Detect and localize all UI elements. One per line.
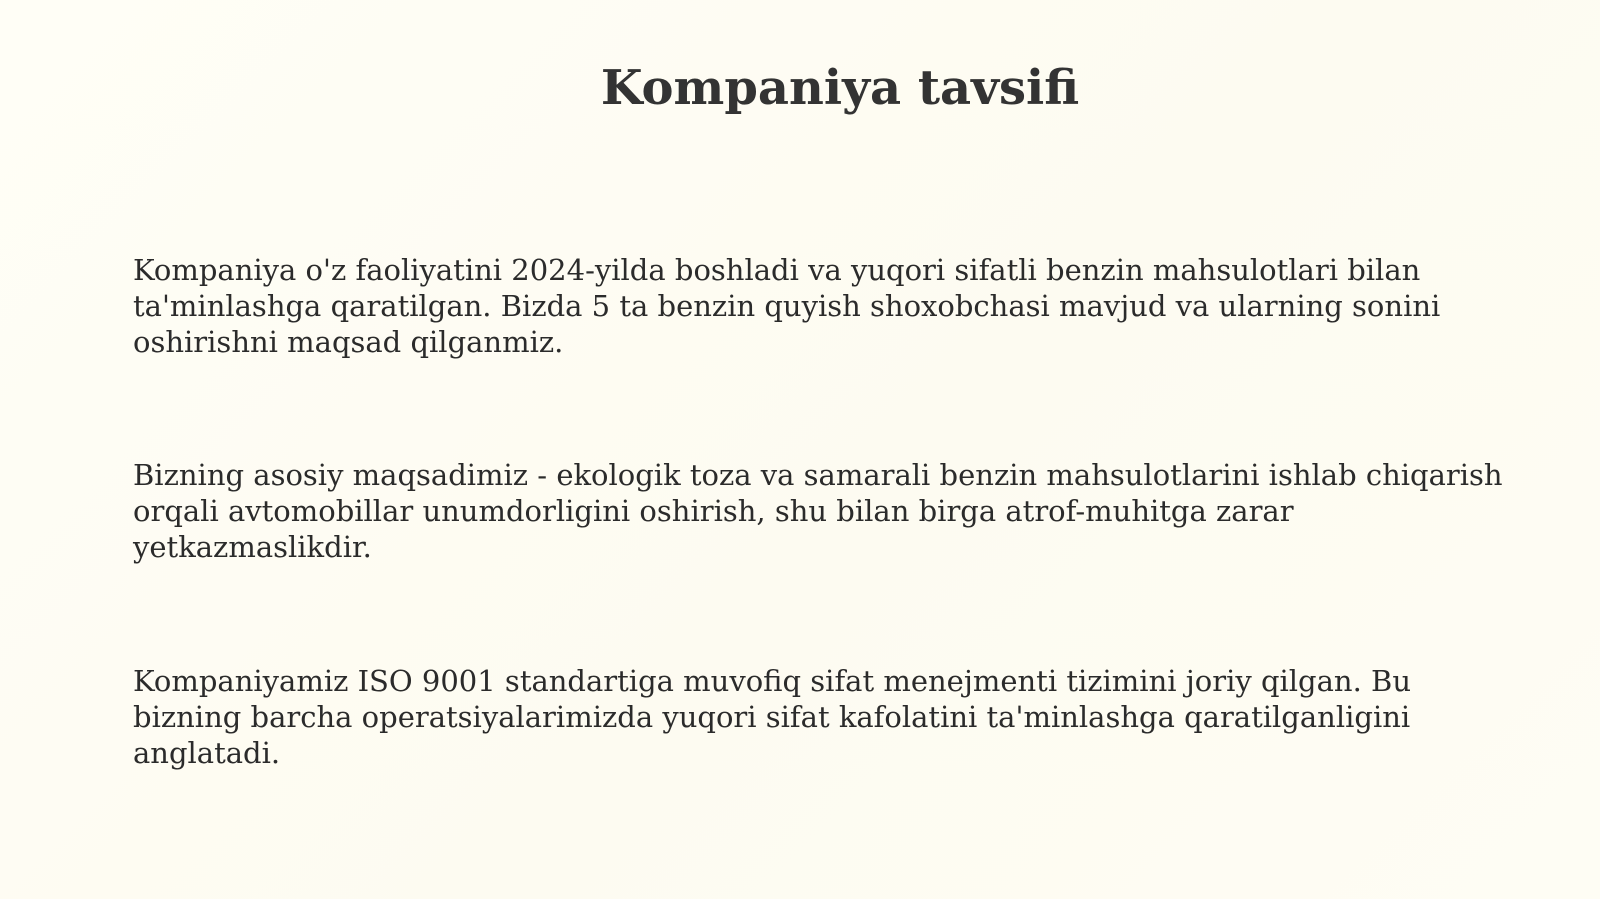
paragraph-company-start: Kompaniya o'z faoliyatini 2024-yilda boshladi va yuqori sifatli benzin mahsulotlari bilan ta'minlashga qaratilgan. Bizda 5 ta benzin quyish shoxobchasi mavjud va ularning sonini oshirishni maqsad qilganmiz. — [133, 253, 1441, 359]
slide-title: Kompaniya tavsifi — [600, 60, 1080, 116]
paragraph-iso-standard: Kompaniyamiz ISO 9001 standartiga muvofiq sifat menejmenti tizimini joriy qilgan. Bu bizning barcha operatsiyalarimizda yuqori sifat kafolatini ta'minlashga qaratilganligini anglatadi. — [133, 664, 1412, 770]
paragraph-main-goal: Bizning asosiy maqsadimiz - ekologik toza va samarali benzin mahsulotlarini ishlab chiqarish orqali avtomobillar unumdorligini oshirish, shu bilan birga atrof-muhitga zarar yetkazmaslikdir. — [133, 458, 1503, 564]
